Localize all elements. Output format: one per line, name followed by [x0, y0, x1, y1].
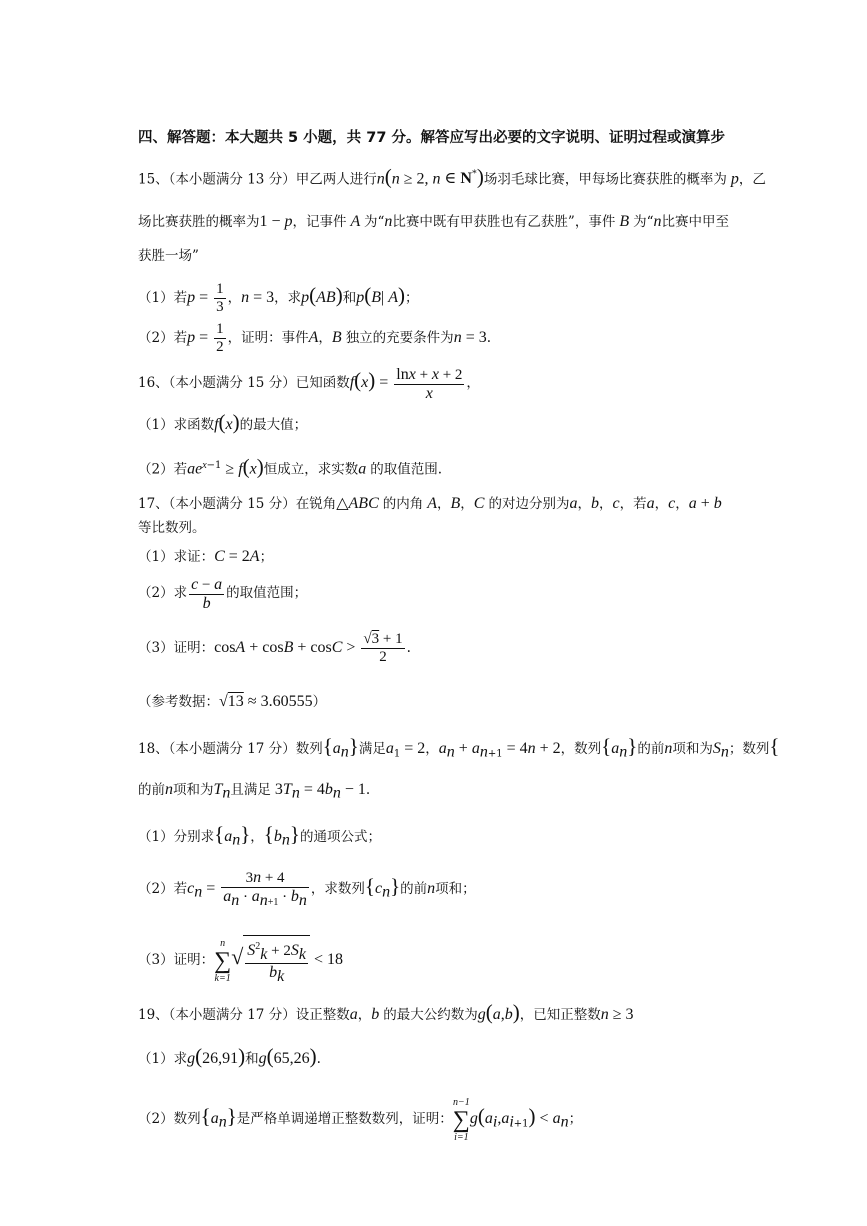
q16-part-1: （1）求函数f(x)的最大值；	[138, 410, 308, 434]
q19-part-2: （2）数列$\{a_n\}$是严格单调递增正整数数列，证明： n−1 ∑ i=1 $g(a_i,a_{i+1}) < a_n$；	[138, 1096, 583, 1143]
q15-line-1: 15、（本小题满分 13 分）甲乙两人进行n(n ≥ 2, n ∈ N*)场羽毛球比赛，甲每场比赛获胜的概率为 p，乙	[138, 164, 766, 189]
q18-part-1: （1）分别求$\{a_n\}$，$\{b_n\}$的通项公式；	[138, 822, 381, 849]
q17-head: 17、（本小题满分 15 分）在锐角△ABC 的内角 A，B，C 的对边分别为a，b，c，若a，c，a + b	[138, 495, 722, 512]
q15-part-1: （1）若p = $\frac{1}{3}$ ，n = 3，求p(AB)和p(B| A)；	[138, 281, 419, 315]
q16-part-2: （2）若$ae^{x-1} \ge f(x)$恒成立，求实数a 的取值范围.	[138, 454, 443, 479]
q15-part-2: （2）若p = $\frac{1}{2}$ ，证明：事件A，B 独立的充要条件为n = 3.	[138, 321, 492, 355]
q17-reference: （参考数据：√13 ≈ 3.60555）	[138, 693, 327, 710]
q17-line-2: 等比数列。	[138, 520, 206, 536]
section-heading: 四、解答题：本大题共 5 小题，共 77 分。解答应写出必要的文字说明、证明过程或演算步	[138, 130, 725, 146]
q19-head: 19、（本小题满分 17 分）设正整数a，b 的最大公约数为g(a,b)，已知正整数n ≥ 3	[138, 1000, 634, 1024]
q17-part-3: （3）证明：cosA + cosB + cosC > $\frac{√3 + 1}{2}$ .	[138, 631, 411, 665]
q19-part-1: （1）求g(26,91)和g(65,26).	[138, 1044, 321, 1068]
q16-head: 16、（本小题满分 15 分）已知函数f(x) = $\frac{\ln x + x + 2}{x}$ ，	[138, 365, 480, 402]
q18-part-3: （3）证明： n ∑ k=1 √ $\frac{S^2_k + 2S_k}{b_k}$ < 18	[138, 932, 343, 986]
q18-head: 18、（本小题满分 17 分）数列$\{a_n\}$满足$a_1 = 2$，$a_n + a_{n+1} = 4n + 2$，数列$\{a_n\}$的前n项和为$S_n$；数列{	[138, 734, 780, 761]
q15-line-2: 场比赛获胜的概率为1 − p，记事件 A 为“n比赛中既有甲获胜也有乙获胜”，事件 B 为“n比赛中甲至	[138, 213, 730, 230]
q18-line-2: 的前n项和为$T_n$且满足 $3T_n = 4b_n - 1$.	[138, 781, 371, 802]
q17-part-2: （2）求 $\frac{c - a}{b}$ 的取值范围；	[138, 575, 308, 612]
q17-part-1: （1）求证：C = 2A；	[138, 548, 274, 565]
q15-line-3: 获胜一场”	[138, 248, 199, 264]
q18-part-2: （2）若$c_n$ = $\frac{3n + 4}{a_n \cdot a_{n+1} \cdot b_n}$ ，求数列$\{c_n\}$的前n项和；	[138, 868, 476, 909]
